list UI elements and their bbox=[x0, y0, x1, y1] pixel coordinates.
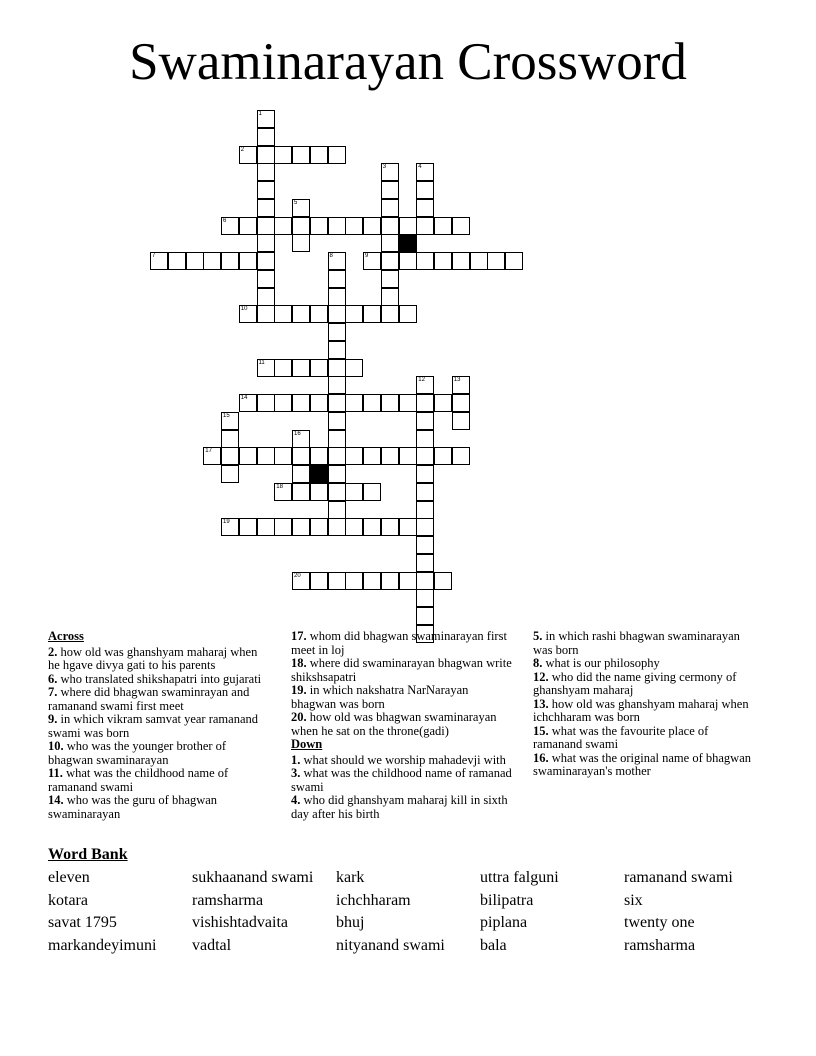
grid-clue-number: 16 bbox=[294, 430, 301, 437]
word-bank-word: bilipatra bbox=[480, 891, 534, 909]
grid-cell[interactable] bbox=[257, 128, 275, 146]
grid-cell[interactable] bbox=[434, 394, 452, 412]
clue-text: what should we worship mahadevji with bbox=[300, 752, 506, 767]
grid-cell[interactable] bbox=[399, 217, 417, 235]
clue-text: who was the younger brother of bhagwan swaminarayan bbox=[48, 739, 227, 767]
clue-number: 14. bbox=[48, 793, 64, 807]
clue-number: 7. bbox=[48, 685, 58, 699]
grid-cell[interactable] bbox=[416, 199, 434, 217]
grid-cell[interactable] bbox=[434, 447, 452, 465]
grid-cell[interactable] bbox=[168, 252, 186, 270]
grid-cell[interactable] bbox=[328, 341, 346, 359]
clue-text: how old was ghanshyam maharaj when ichchharam was born bbox=[533, 696, 749, 724]
clue-number: 17. bbox=[291, 629, 307, 643]
grid-cell[interactable] bbox=[274, 146, 292, 164]
grid-cell[interactable] bbox=[345, 447, 363, 465]
clues-column-2 bbox=[291, 630, 513, 821]
grid-cell[interactable] bbox=[310, 518, 328, 536]
grid-cell[interactable] bbox=[345, 394, 363, 412]
grid-cell[interactable] bbox=[381, 199, 399, 217]
grid-cell[interactable] bbox=[257, 270, 275, 288]
down-clue bbox=[533, 752, 755, 779]
grid-cell[interactable] bbox=[381, 394, 399, 412]
down-clue bbox=[533, 630, 755, 657]
grid-cell[interactable] bbox=[452, 394, 470, 412]
clue-text: what was the original name of bhagwan swaminarayan's mother bbox=[533, 750, 751, 778]
grid-cell[interactable] bbox=[292, 518, 310, 536]
clue-number: 6. bbox=[48, 671, 58, 686]
word-bank-word: ramanand swami bbox=[624, 869, 733, 886]
grid-clue-number: 11 bbox=[258, 359, 265, 366]
across-clue bbox=[291, 630, 513, 657]
grid-cell[interactable] bbox=[328, 323, 346, 341]
grid-cell[interactable] bbox=[221, 430, 239, 448]
grid-cell[interactable] bbox=[381, 447, 399, 465]
grid-cell[interactable] bbox=[203, 252, 221, 270]
grid-cell[interactable] bbox=[363, 252, 381, 270]
grid-cell[interactable] bbox=[328, 252, 346, 270]
grid-black-cell bbox=[399, 234, 417, 252]
word-bank-word: kark bbox=[336, 869, 365, 886]
grid-cell[interactable] bbox=[274, 483, 292, 501]
grid-clue-number: 3 bbox=[382, 164, 387, 171]
grid-cell[interactable] bbox=[399, 394, 417, 412]
clue-text: what was the favourite place of ramanand swami bbox=[533, 723, 709, 751]
clue-number: 4. bbox=[291, 793, 301, 807]
grid-cell[interactable] bbox=[221, 465, 239, 483]
grid-cell[interactable] bbox=[381, 181, 399, 199]
grid-cell[interactable] bbox=[345, 217, 363, 235]
grid-clue-number: 17 bbox=[205, 448, 212, 455]
grid-black-cell bbox=[310, 465, 328, 483]
down-heading: Down bbox=[291, 737, 323, 751]
grid-clue-number: 7 bbox=[152, 253, 156, 259]
grid-cell[interactable] bbox=[381, 163, 399, 181]
grid-cell[interactable] bbox=[345, 572, 363, 590]
clue-text: how old was ghanshyam maharaj when he hgave divya gati to his parents bbox=[48, 644, 258, 672]
clue-text: whom did bhagwan swaminarayan first meet in loj bbox=[291, 629, 507, 657]
grid-cell[interactable] bbox=[274, 518, 292, 536]
grid-cell[interactable] bbox=[257, 252, 275, 270]
grid-cell[interactable] bbox=[257, 305, 275, 323]
grid-cell[interactable] bbox=[381, 270, 399, 288]
grid-cell[interactable] bbox=[470, 252, 488, 270]
across-clue bbox=[48, 713, 270, 740]
word-bank-word: markandeyimuni bbox=[48, 937, 157, 955]
clue-text: who was the guru of bhagwan swaminarayan bbox=[48, 793, 218, 821]
grid-cell[interactable] bbox=[416, 376, 434, 394]
grid-cell[interactable] bbox=[399, 305, 417, 323]
grid-cell[interactable] bbox=[274, 447, 292, 465]
grid-clue-number: 14 bbox=[240, 395, 248, 401]
word-bank-word: sukhaanand swami bbox=[192, 869, 314, 886]
word-bank-word: bala bbox=[480, 937, 507, 955]
grid-cell[interactable] bbox=[328, 394, 346, 412]
grid-cell[interactable] bbox=[416, 394, 434, 412]
grid-cell[interactable] bbox=[186, 252, 204, 270]
grid-cell[interactable] bbox=[505, 252, 523, 270]
grid-cell[interactable] bbox=[363, 572, 381, 590]
grid-cell[interactable] bbox=[292, 199, 310, 217]
grid-cell[interactable] bbox=[257, 181, 275, 199]
across-clue bbox=[48, 646, 270, 673]
across-clue bbox=[291, 684, 513, 711]
grid-cell[interactable] bbox=[221, 412, 239, 430]
clue-number: 11. bbox=[48, 766, 63, 780]
grid-cell[interactable] bbox=[310, 394, 328, 412]
grid-cell[interactable] bbox=[399, 447, 417, 465]
word-bank-word: piplana bbox=[480, 914, 528, 932]
grid-cell[interactable] bbox=[416, 430, 434, 448]
grid-cell[interactable] bbox=[345, 305, 363, 323]
grid-cell[interactable] bbox=[363, 447, 381, 465]
word-bank-word: twenty one bbox=[624, 914, 695, 932]
grid-clue-number: 13 bbox=[453, 377, 461, 384]
grid-cell[interactable] bbox=[257, 518, 275, 536]
word-bank-word: eleven bbox=[48, 869, 90, 886]
grid-cell[interactable] bbox=[274, 359, 292, 377]
grid-cell[interactable] bbox=[416, 181, 434, 199]
grid-cell[interactable] bbox=[416, 607, 434, 625]
clue-text: how old was bhagwan swaminarayan when he sat on the throne(gadi) bbox=[291, 710, 497, 738]
grid-cell[interactable] bbox=[381, 305, 399, 323]
grid-clue-number: 2 bbox=[240, 146, 245, 153]
grid-cell[interactable] bbox=[292, 483, 310, 501]
down-clue bbox=[291, 754, 513, 768]
grid-clue-number: 4 bbox=[418, 164, 422, 171]
down-clue bbox=[291, 767, 513, 794]
grid-cell[interactable] bbox=[257, 146, 275, 164]
grid-cell[interactable] bbox=[381, 234, 399, 252]
word-bank-word: uttra falguni bbox=[480, 869, 559, 886]
grid-cell[interactable] bbox=[239, 447, 257, 465]
clue-number: 10. bbox=[48, 739, 64, 753]
clue-text: what is our philosophy bbox=[542, 656, 660, 670]
clue-text: in which rashi bhagwan swaminarayan was born bbox=[533, 629, 740, 657]
grid-cell[interactable] bbox=[328, 376, 346, 394]
clue-number: 20. bbox=[291, 710, 307, 724]
grid-cell[interactable] bbox=[239, 146, 257, 164]
clue-text: what was the childhood name of ramanad swami bbox=[291, 766, 512, 794]
down-clue bbox=[533, 671, 755, 698]
grid-cell[interactable] bbox=[363, 217, 381, 235]
grid-cell[interactable] bbox=[221, 447, 239, 465]
grid-cell[interactable] bbox=[328, 447, 346, 465]
grid-cell[interactable] bbox=[416, 163, 434, 181]
grid-cell[interactable] bbox=[257, 163, 275, 181]
word-bank bbox=[48, 867, 768, 958]
word-bank-word: six bbox=[624, 891, 643, 909]
grid-cell[interactable] bbox=[345, 483, 363, 501]
page-title: Swaminarayan Crossword bbox=[129, 33, 687, 91]
grid-cell[interactable] bbox=[257, 234, 275, 252]
grid-clue-number: 10 bbox=[240, 306, 248, 313]
word-bank-word: savat 1795 bbox=[48, 914, 117, 932]
grid-cell[interactable] bbox=[221, 518, 239, 536]
grid-cell[interactable] bbox=[416, 483, 434, 501]
grid-cell[interactable] bbox=[416, 536, 434, 554]
word-bank-word: ramsharma bbox=[624, 937, 696, 955]
grid-clue-number: 15 bbox=[223, 412, 230, 419]
grid-cell[interactable] bbox=[399, 252, 417, 270]
clue-number: 3. bbox=[291, 766, 301, 780]
clue-text: in which nakshatra NarNarayan bhagwan was born bbox=[291, 683, 469, 711]
grid-cell[interactable] bbox=[328, 430, 346, 448]
grid-cell[interactable] bbox=[292, 394, 310, 412]
grid-cell[interactable] bbox=[452, 217, 470, 235]
grid-cell[interactable] bbox=[363, 394, 381, 412]
clue-number: 16. bbox=[533, 750, 549, 765]
grid-cell[interactable] bbox=[328, 359, 346, 377]
grid-clue-number: 12 bbox=[418, 377, 425, 384]
word-bank-word: ramsharma bbox=[192, 891, 264, 909]
word-bank-title: Word Bank bbox=[48, 846, 128, 863]
grid-cell[interactable] bbox=[239, 217, 257, 235]
across-heading: Across bbox=[48, 629, 84, 643]
grid-cell[interactable] bbox=[257, 199, 275, 217]
grid-cell[interactable] bbox=[328, 146, 346, 164]
grid-clue-number: 8 bbox=[329, 253, 333, 259]
clue-text: where did bhagwan swaminrayan and ramanand swami first meet bbox=[48, 685, 250, 713]
clue-number: 2. bbox=[48, 644, 58, 659]
word-bank-row bbox=[48, 935, 768, 958]
grid-clue-number: 6 bbox=[223, 217, 227, 224]
grid-cell[interactable] bbox=[381, 252, 399, 270]
grid-cell[interactable] bbox=[416, 252, 434, 270]
grid-cell[interactable] bbox=[239, 252, 257, 270]
grid-clue-number: 5 bbox=[294, 199, 298, 206]
grid-cell[interactable] bbox=[310, 305, 328, 323]
grid-cell[interactable] bbox=[310, 359, 328, 377]
grid-cell[interactable] bbox=[292, 146, 310, 164]
grid-cell[interactable] bbox=[274, 217, 292, 235]
grid-cell[interactable] bbox=[257, 394, 275, 412]
grid-cell[interactable] bbox=[452, 252, 470, 270]
grid-cell[interactable] bbox=[328, 305, 346, 323]
grid-cell[interactable] bbox=[203, 447, 221, 465]
clue-number: 15. bbox=[533, 723, 549, 738]
grid-cell[interactable] bbox=[416, 447, 434, 465]
grid-cell[interactable] bbox=[399, 572, 417, 590]
grid-cell[interactable] bbox=[416, 589, 434, 607]
grid-cell[interactable] bbox=[487, 252, 505, 270]
grid-cell[interactable] bbox=[381, 518, 399, 536]
grid-cell[interactable] bbox=[257, 110, 275, 128]
grid-cell[interactable] bbox=[416, 465, 434, 483]
grid-cell[interactable] bbox=[328, 465, 346, 483]
grid-clue-number: 18 bbox=[276, 483, 283, 490]
down-clue bbox=[533, 698, 755, 725]
grid-cell[interactable] bbox=[452, 376, 470, 394]
grid-clue-number: 19 bbox=[223, 519, 230, 526]
word-bank-word: bhuj bbox=[336, 914, 365, 932]
grid-cell[interactable] bbox=[239, 394, 257, 412]
grid-cell[interactable] bbox=[292, 572, 310, 590]
grid-cell[interactable] bbox=[221, 252, 239, 270]
grid-cell[interactable] bbox=[363, 305, 381, 323]
grid-cell[interactable] bbox=[292, 430, 310, 448]
clue-text: in which vikram samvat year ramanand swami was born bbox=[48, 712, 258, 740]
grid-cell[interactable] bbox=[416, 572, 434, 590]
word-bank-word: ichchharam bbox=[336, 891, 411, 909]
grid-cell[interactable] bbox=[381, 572, 399, 590]
grid-cell[interactable] bbox=[310, 483, 328, 501]
clue-text: who did ghanshyam maharaj kill in sixth day after his birth bbox=[291, 793, 508, 821]
grid-cell[interactable] bbox=[434, 252, 452, 270]
clues-column-3 bbox=[533, 630, 755, 779]
grid-cell[interactable] bbox=[239, 305, 257, 323]
grid-cell[interactable] bbox=[328, 483, 346, 501]
grid-cell[interactable] bbox=[292, 217, 310, 235]
word-bank-word: kotara bbox=[48, 891, 88, 909]
grid-cell[interactable] bbox=[257, 447, 275, 465]
grid-cell[interactable] bbox=[452, 447, 470, 465]
clue-text: where did swaminarayan bhagwan write shikshsapatri bbox=[291, 656, 512, 684]
grid-cell[interactable] bbox=[328, 270, 346, 288]
clue-number: 9. bbox=[48, 712, 58, 726]
grid-cell[interactable] bbox=[345, 518, 363, 536]
down-clue bbox=[291, 794, 513, 821]
grid-cell[interactable] bbox=[416, 412, 434, 430]
clue-number: 5. bbox=[533, 629, 543, 643]
grid-cell[interactable] bbox=[221, 217, 239, 235]
clue-text: who did the name giving cermony of ghanshyam maharaj bbox=[533, 669, 737, 697]
clue-text: what was the childhood name of ramanand swami bbox=[48, 766, 229, 794]
grid-cell[interactable] bbox=[257, 359, 275, 377]
word-bank-word: vishishtadvaita bbox=[192, 914, 288, 932]
grid-cell[interactable] bbox=[416, 217, 434, 235]
down-clue bbox=[533, 725, 755, 752]
grid-cell[interactable] bbox=[257, 217, 275, 235]
grid-cell[interactable] bbox=[274, 305, 292, 323]
grid-cell[interactable] bbox=[292, 447, 310, 465]
clue-number: 12. bbox=[533, 669, 549, 684]
grid-cell[interactable] bbox=[345, 359, 363, 377]
grid-cell[interactable] bbox=[274, 394, 292, 412]
grid-cell[interactable] bbox=[239, 518, 257, 536]
word-bank-word: vadtal bbox=[192, 937, 232, 955]
grid-cell[interactable] bbox=[328, 572, 346, 590]
clue-number: 19. bbox=[291, 683, 307, 697]
grid-cell[interactable] bbox=[292, 234, 310, 252]
grid-cell[interactable] bbox=[328, 217, 346, 235]
clues-column-1 bbox=[48, 630, 270, 821]
grid-cell[interactable] bbox=[150, 252, 168, 270]
grid-cell[interactable] bbox=[381, 217, 399, 235]
grid-cell[interactable] bbox=[310, 146, 328, 164]
grid-cell[interactable] bbox=[292, 305, 310, 323]
word-bank-row bbox=[48, 890, 768, 913]
grid-cell[interactable] bbox=[434, 572, 452, 590]
grid-cell[interactable] bbox=[328, 288, 346, 306]
across-clue bbox=[48, 794, 270, 821]
across-clue bbox=[291, 711, 513, 738]
grid-cell[interactable] bbox=[257, 288, 275, 306]
grid-cell[interactable] bbox=[310, 217, 328, 235]
clue-number: 13. bbox=[533, 696, 549, 711]
clue-number: 8. bbox=[533, 656, 543, 670]
grid-cell[interactable] bbox=[310, 572, 328, 590]
across-clue bbox=[48, 686, 270, 713]
grid-cell[interactable] bbox=[328, 518, 346, 536]
grid-cell[interactable] bbox=[310, 447, 328, 465]
grid-clue-number: 20 bbox=[294, 572, 301, 579]
grid-cell[interactable] bbox=[416, 518, 434, 536]
across-clue bbox=[48, 767, 270, 794]
grid-cell[interactable] bbox=[416, 501, 434, 519]
across-clue bbox=[291, 657, 513, 684]
grid-cell[interactable] bbox=[363, 518, 381, 536]
grid-cell[interactable] bbox=[399, 518, 417, 536]
clue-number: 18. bbox=[291, 656, 307, 670]
across-clue bbox=[48, 673, 270, 687]
clue-number: 1. bbox=[291, 752, 301, 767]
grid-cell[interactable] bbox=[381, 288, 399, 306]
grid-cell[interactable] bbox=[328, 412, 346, 430]
grid-cell[interactable] bbox=[292, 359, 310, 377]
grid-cell[interactable] bbox=[328, 501, 346, 519]
word-bank-row bbox=[48, 912, 768, 935]
word-bank-row bbox=[48, 867, 768, 890]
grid-cell[interactable] bbox=[452, 412, 470, 430]
clue-text: who translated shikshapatri into gujarati bbox=[57, 671, 262, 686]
grid-cell[interactable] bbox=[292, 465, 310, 483]
grid-cell[interactable] bbox=[416, 554, 434, 572]
grid-clue-number: 1 bbox=[258, 111, 262, 117]
down-clue bbox=[533, 657, 755, 671]
word-bank-word: nityanand swami bbox=[336, 937, 445, 955]
grid-clue-number: 9 bbox=[365, 253, 369, 259]
across-clue bbox=[48, 740, 270, 767]
grid-cell[interactable] bbox=[363, 483, 381, 501]
grid-cell[interactable] bbox=[434, 217, 452, 235]
